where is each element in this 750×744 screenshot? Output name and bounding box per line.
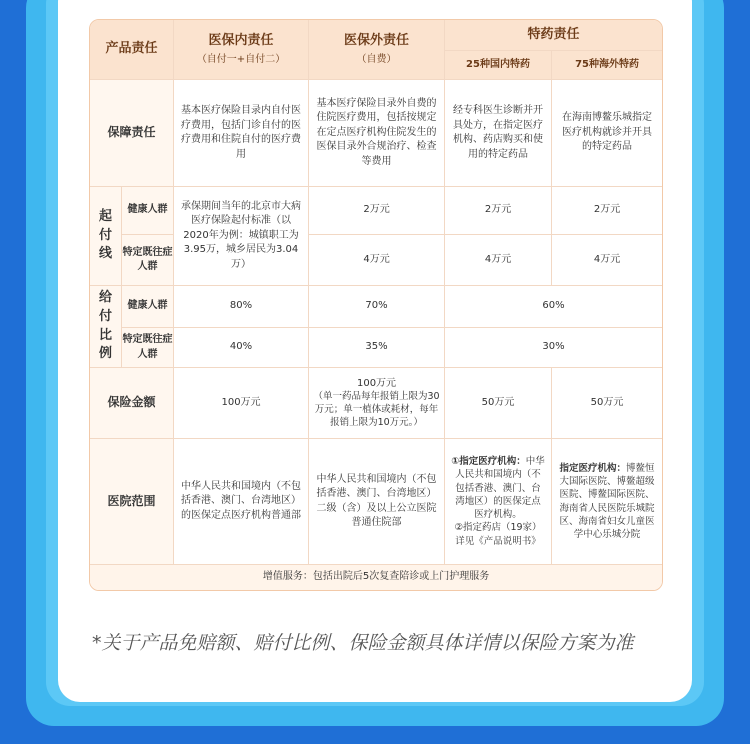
deductible-domestic-pre: 4万元 <box>445 235 552 286</box>
coverage-table <box>89 19 663 591</box>
hospital-outside: 中华人民共和国境内（不包括香港、澳门、台湾地区）二级（含）及以上公立医院普通住院部 <box>309 439 445 565</box>
deductible-healthy-label: 健康人群 <box>122 187 174 235</box>
overseas-header: 75种海外特药 <box>552 51 662 80</box>
amount-label: 保险金额 <box>90 368 174 439</box>
ratio-outside-healthy: 70% <box>309 286 445 328</box>
outside-header: 医保外责任 （自费） <box>309 20 445 80</box>
deductible-outside-pre: 4万元 <box>309 235 445 286</box>
coverage-label: 保障责任 <box>90 80 174 187</box>
footnote: *关于产品免赔额、赔付比例、保险金额具体详情以保险方案为准 <box>92 632 634 654</box>
deductible-overseas-pre: 4万元 <box>552 235 662 286</box>
inside-header: 医保内责任 （自付一+自付二） <box>174 20 309 80</box>
domestic-header: 25种国内特药 <box>445 51 552 80</box>
amount-overseas: 50万元 <box>552 368 662 439</box>
hospital-label: 医院范围 <box>90 439 174 565</box>
special-header: 特药责任 <box>445 20 662 51</box>
coverage-domestic: 经专科医生诊断并开具处方，在指定医疗机构、药店购买和使用的特定药品 <box>445 80 552 187</box>
deductible-overseas-healthy: 2万元 <box>552 187 662 235</box>
ratio-special-healthy: 60% <box>445 286 662 328</box>
hospital-domestic <box>445 439 552 565</box>
amount-inside: 100万元 <box>174 368 309 439</box>
deductible-domestic-healthy: 2万元 <box>445 187 552 235</box>
deductible-inside: 承保期间当年的北京市大病医疗保险起付标准（以2020年为例：城镇职工为3.95万，城乡居民为3.04万） <box>174 187 309 286</box>
ratio-inside-pre: 40% <box>174 328 309 368</box>
amount-outside <box>309 368 445 439</box>
amount-outside-main: 100万元 <box>356 377 397 389</box>
deductible-outside-healthy: 2万元 <box>309 187 445 235</box>
ratio-special-pre: 30% <box>445 328 662 368</box>
hospital-overseas-label: 指定医疗机构： <box>559 462 627 474</box>
ratio-inside-healthy: 80% <box>174 286 309 328</box>
hospital-domestic-1-label: ①指定医疗机构： <box>451 455 526 467</box>
product-resp-header: 产品责任 <box>90 20 174 80</box>
hospital-inside: 中华人民共和国境内（不包括香港、澳门、台湾地区）的医保定点医疗机构普通部 <box>174 439 309 565</box>
amount-domestic: 50万元 <box>445 368 552 439</box>
deductible-label: 起付线 <box>90 187 122 286</box>
hospital-overseas <box>552 439 662 565</box>
ratio-pre-label: 特定既往症人群 <box>122 328 174 368</box>
hospital-domestic-1: 中华人民共和国境内（不包括香港、澳门、台湾地区）的医保定点医疗机构。 <box>455 455 545 521</box>
ratio-healthy-label: 健康人群 <box>122 286 174 328</box>
value-added-service: 增值服务：包括出院后5次复查陪诊或上门护理服务 <box>90 565 662 590</box>
amount-outside-note: （单一药品每年报销上限为30万元；单一植体或耗材，每年报销上限为10万元。） <box>313 391 440 428</box>
coverage-inside: 基本医疗保险目录内自付医疗费用，包括门诊自付的医疗费用和住院自付的医疗费用 <box>174 80 309 187</box>
deductible-pre-label: 特定既往症人群 <box>122 235 174 286</box>
ratio-label: 给付比例 <box>90 286 122 368</box>
coverage-outside: 基本医疗保险目录外自费的住院医疗费用，包括按规定在定点医疗机构住院发生的医保目录外合规治疗、检查等费用 <box>309 80 445 187</box>
hospital-domestic-2: ②指定药店（19家）详见《产品说明书》 <box>454 522 542 547</box>
ratio-outside-pre: 35% <box>309 328 445 368</box>
hospital-overseas-text: 博鳌恒大国际医院、博鳌超级医院、博鳌国际医院、海南省人民医院乐城院区、海南省妇女儿童医学中心乐城分院 <box>559 462 655 541</box>
coverage-overseas: 在海南博鳌乐城指定医疗机构就诊并开具的特定药品 <box>552 80 662 187</box>
